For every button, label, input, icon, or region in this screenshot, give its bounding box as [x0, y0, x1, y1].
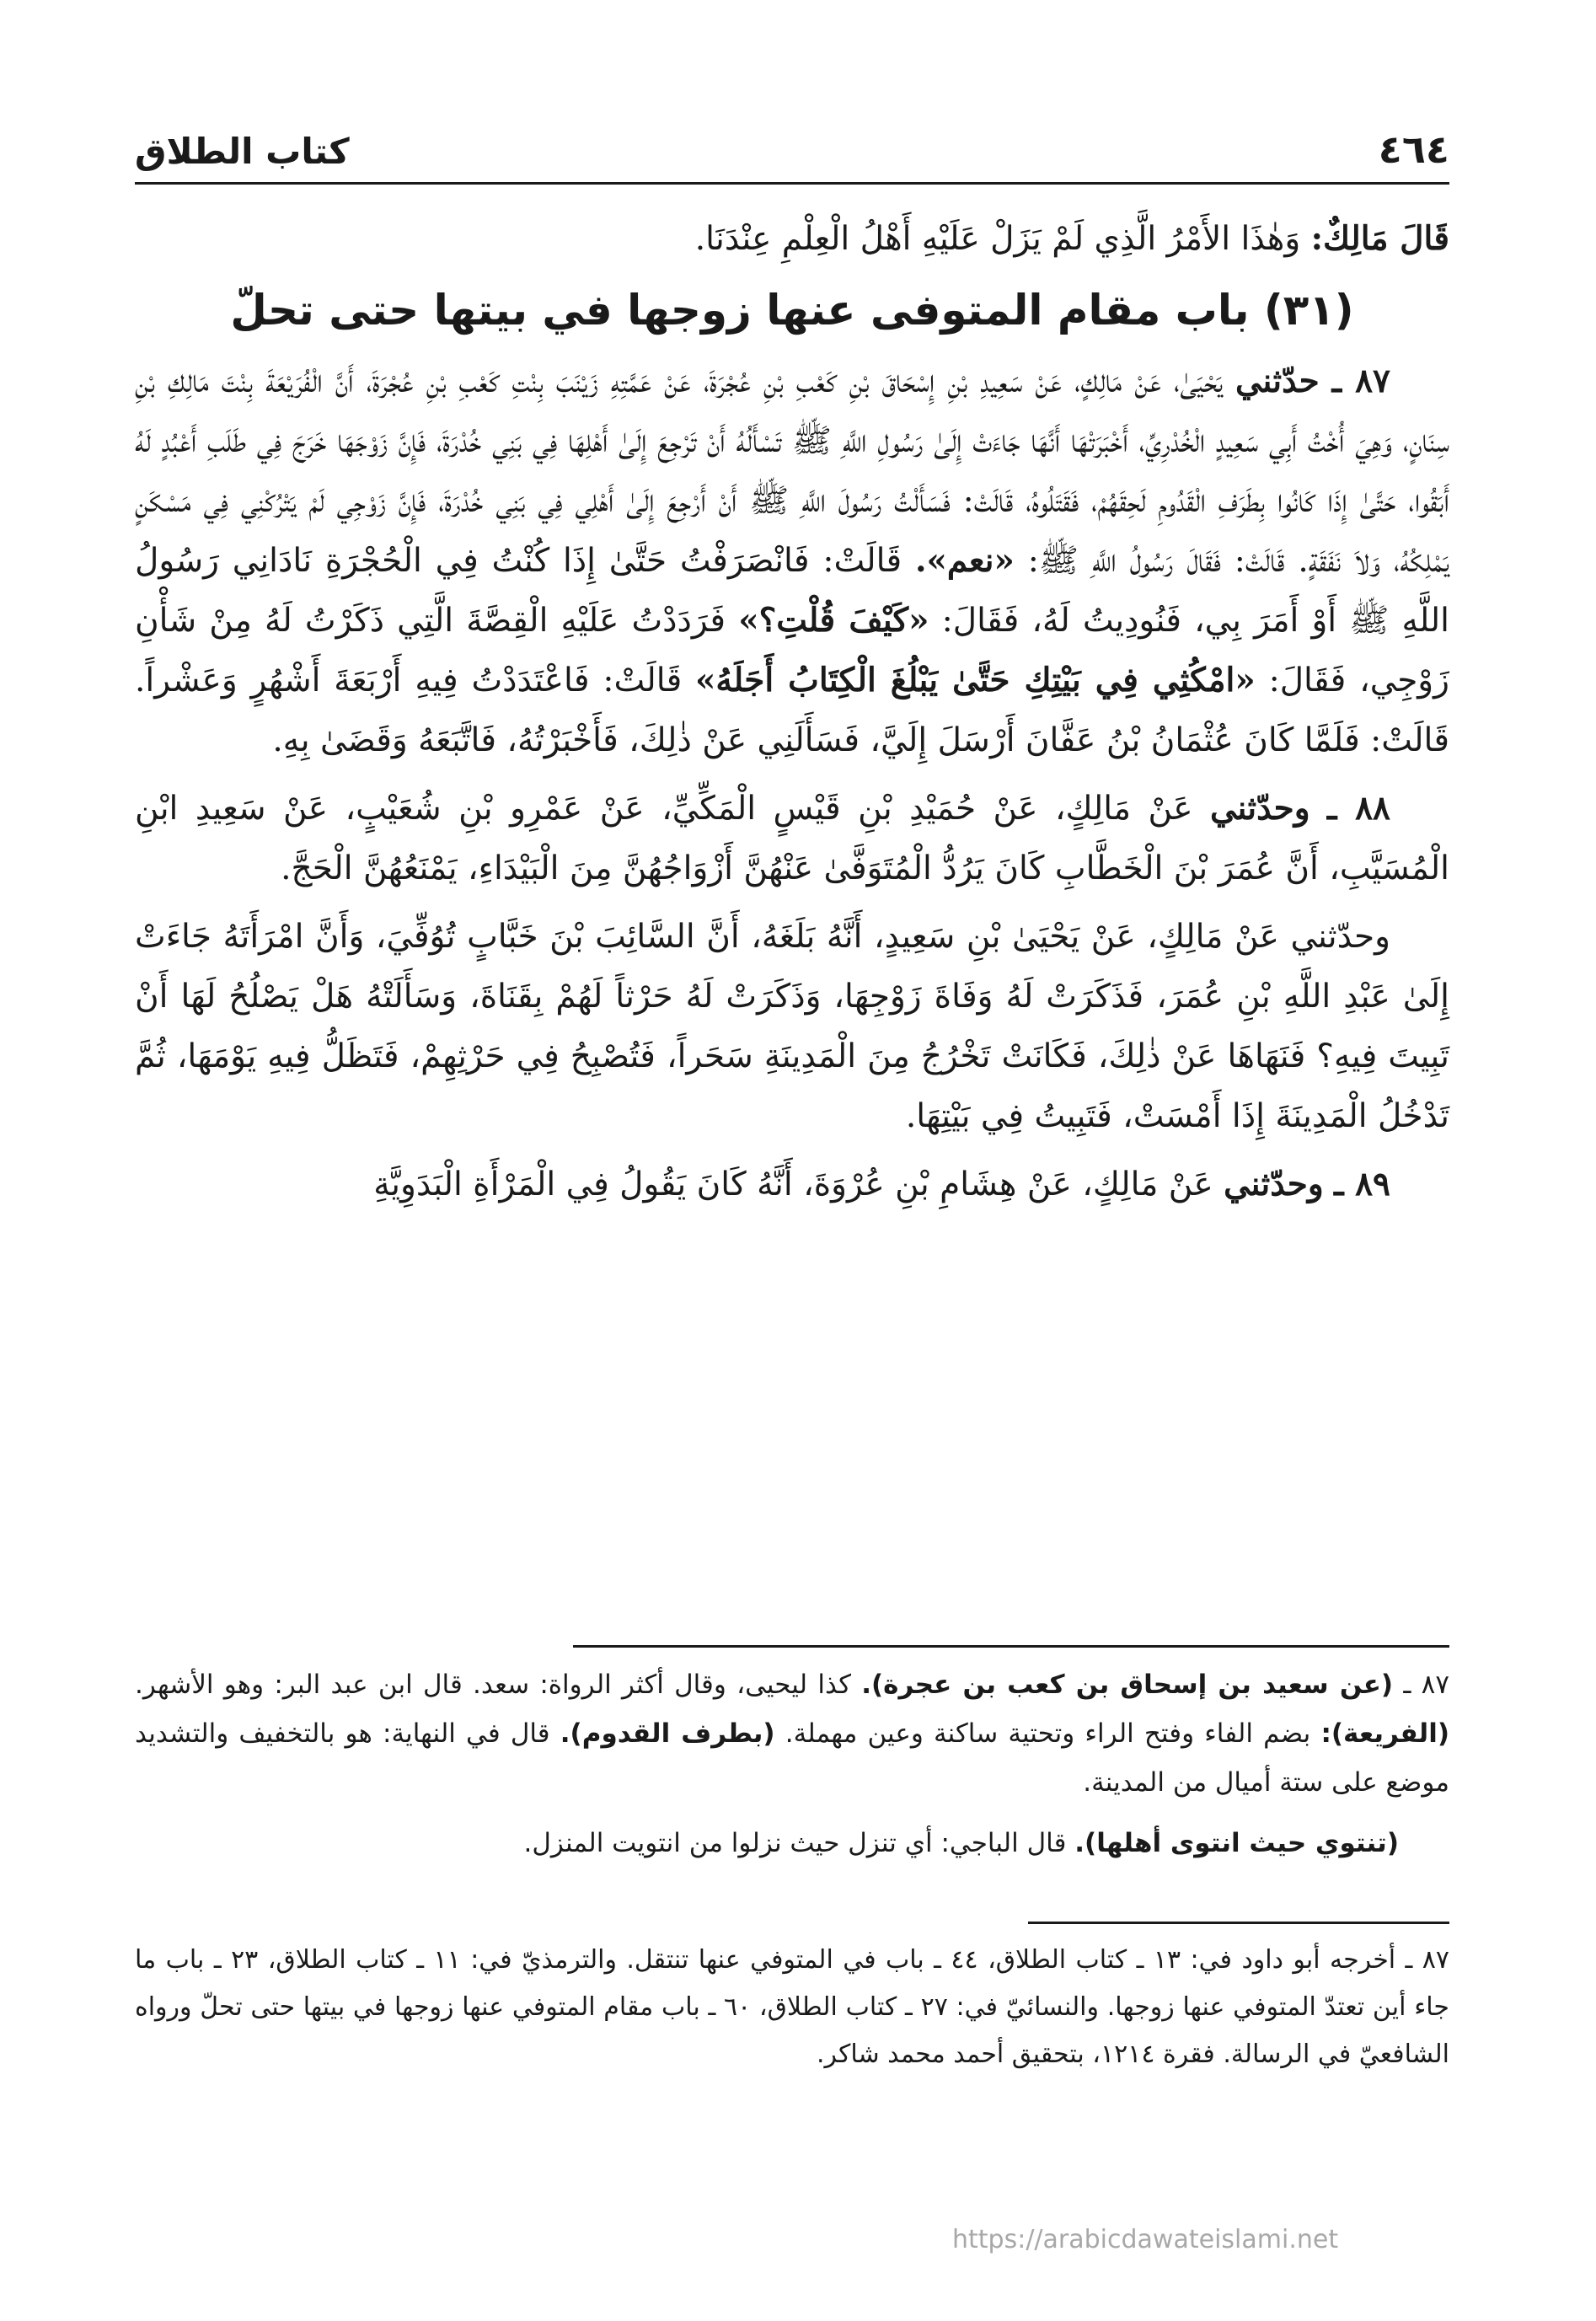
- hadith-87-quote-3: «امْكُثِي فِي بَيْتِكِ حَتَّىٰ يَبْلُغَ الْكِتَابُ أَجَلَهُ»: [695, 661, 1256, 700]
- hadith-87-quote-2: «كَيْفَ قُلْتِ؟»: [738, 601, 929, 640]
- hadith-87-text-3: فَرَدَدْتُ عَلَيْهِ الْقِصَّةَ الَّتِي ذَكَرْتُ لَهُ مِنْ شَأْنِ زَوْجِي، فَقَالَ:: [135, 602, 1449, 700]
- book-title: كتاب الطلاق: [135, 131, 350, 172]
- note-87b-text: قال الباجي: أي تنزل حيث نزلوا من انتويت المنزل.: [523, 1828, 1067, 1858]
- hadith-87-text-1: يَحْيَىٰ، عَنْ مَالِكٍ، عَنْ سَعِيدِ بْنِ إِسْحَاقَ بْنِ كَعْبِ بْنِ عُجْرَةَ، عَنْ عَمَّتِهِ زَيْنَبَ بِنْتِ كَعْبِ بْنِ عُجْرَةَ، أَنَّ الْفُرَيْعَةَ بِنْتَ مَالِكِ بْنِ سِنَانٍ، وَهِيَ أُخْتُ أَبِي سَعِيدٍ الْخُدْرِيِّ، أَخْبَرَتْهَا أَنَّهَا جَاءَتْ إِلَىٰ رَسُولِ اللَّهِ ﷺ تَسْأَلُهُ أَنْ تَرْجِعَ إِلَىٰ أَهْلِهَا فِي بَنِي خُدْرَةَ، فَإِنَّ زَوْجَهَا خَرَجَ فِي طَلَبِ أَعْبُدٍ لَهُ أَبَقُوا، حَتَّىٰ إِذَا كَانُوا بِطَرَفِ الْقَدُومِ لَحِقَهُمْ، فَقَتَلُوهُ، قَالَتْ: فَسَأَلْتُ رَسُولَ اللَّهِ ﷺ أَنْ أَرْجِعَ إِلَىٰ أَهْلِي فِي بَنِي خُدْرَةَ، فَإِنَّ زَوْجِي لَمْ يَتْرُكْنِي فِي مَسْكَنٍ يَمْلِكُهُ، وَلاَ نَفَقَةٍ. قَالَتْ: فَقَالَ رَسُولُ اللَّهِ ﷺ:: [135, 362, 1449, 580]
- note-87-text-2: بضم الفاء وفتح الراء وتحتية ساكنة وعين مهملة.: [785, 1718, 1311, 1749]
- book-page: [135, 101, 1449, 2259]
- narration-yahya-text: وحدّثني عَنْ مَالِكٍ، عَنْ يَحْيَىٰ بْنِ سَعِيدٍ، أَنَّهُ بَلَغَهُ، أَنَّ السَّائِبَ بْنَ خَبَّابٍ تُوُفِّيَ، وَأَنَّ امْرَأَتَهُ جَاءَتْ إِلَىٰ عَبْدِ اللَّهِ بْنِ عُمَرَ، فَذَكَرَتْ لَهُ وَفَاةَ زَوْجِهَا، وَذَكَرَتْ لَهُ حَرْثاً لَهُمْ بِقَنَاةَ، وَسَأَلَتْهُ هَلْ يَصْلُحُ لَهَا أَنْ تَبِيتَ فِيهِ؟ فَنَهَاهَا عَنْ ذٰلِكَ، فَكَانَتْ تَخْرُجُ مِنَ الْمَدِينَةِ سَحَراً، فَتُصْبِحُ فِي حَرْثِهِمْ، فَتَظَلُّ فِيهِ يَوْمَهَا، ثُمَّ تَدْخُلُ الْمَدِينَةَ إِذَا أَمْسَتْ، فَتَبِيتُ فِي بَيْتِهَا.: [135, 918, 1449, 1135]
- hadith-87: [135, 351, 1449, 770]
- malik-statement-text: وَهٰذَا الأَمْرُ الَّذِي لَمْ يَزَلْ عَلَيْهِ أَهْلُ الْعِلْمِ عِنْدَنَا.: [694, 220, 1301, 258]
- note-87-term-3: (بطرف القدوم).: [560, 1718, 775, 1749]
- note-87-term-1: (عن سعيد بن إسحاق بن كعب بن عجرة).: [861, 1670, 1394, 1700]
- running-head: [135, 101, 1449, 179]
- references: [135, 1937, 1449, 2078]
- note-87b: [135, 1819, 1449, 1868]
- hadith-89-lead: وحدّثني: [1224, 1165, 1324, 1203]
- watermark-url: https://arabicdawateislami.net: [952, 2225, 1339, 2254]
- hadith-87-lead: حدّثني: [1235, 362, 1320, 400]
- malik-speaker: قَالَ مَالِكٌ:: [1310, 219, 1449, 258]
- main-text: [135, 209, 1449, 1233]
- hadith-88: [135, 779, 1449, 898]
- hadith-89: [135, 1155, 1449, 1214]
- hadith-88-text: عَنْ مَالِكٍ، عَنْ حُمَيْدِ بْنِ قَيْسٍ الْمَكِّيِّ، عَنْ عَمْرِو بْنِ شُعَيْبٍ، عَنْ سَعِيدِ ابْنِ الْمُسَيَّبِ، أَنَّ عُمَرَ بْنَ الْخَطَّابِ كَانَ يَرُدُّ الْمُتَوَفَّىٰ عَنْهُنَّ أَزْوَاجُهُنَّ مِنَ الْبَيْدَاءِ، يَمْنَعُهُنَّ الْحَجَّ.: [135, 790, 1449, 887]
- malik-statement: [135, 209, 1449, 269]
- hadith-87-quote-1: «نعم».: [914, 541, 1015, 580]
- note-87-term-2: (الفريعة):: [1320, 1718, 1449, 1749]
- hadith-88-number: ٨٨ ـ: [1327, 789, 1390, 828]
- commentary-notes: [135, 1660, 1449, 1868]
- hadith-89-number: ٨٩ ـ: [1334, 1165, 1390, 1203]
- note-87-text-3: قال في النهاية: هو بالتخفيف والتشديد موضع على ستة أميال من المدينة.: [135, 1718, 1449, 1798]
- references-divider: [1028, 1922, 1449, 1924]
- chapter-heading: (٣١) باب مقام المتوفى عنها زوجها في بيتها حتى تحلّ: [230, 286, 1354, 335]
- page-number: ٤٦٤: [1378, 126, 1449, 172]
- narration-yahya: [135, 907, 1449, 1146]
- header-rule: [135, 182, 1449, 185]
- notes-divider: [573, 1645, 1449, 1648]
- note-87: [135, 1660, 1449, 1807]
- reference-87: ٨٧ ـ أخرجه أبو داود في: ١٣ ـ كتاب الطلاق، ٤٤ ـ باب في المتوفي عنها تنتقل. والترمذيّ في: ١١ ـ كتاب الطلاق، ٢٣ ـ باب ما جاء أين تعتدّ المتوفي عنها زوجها. والنسائيّ في: ٢٧ ـ كتاب الطلاق، ٦٠ ـ باب مقام المتوفي عنها زوجها في بيتها حتى تحلّ ورواه الشافعيّ في الرسالة. فقرة ١٢١٤، بتحقيق أحمد محمد شاكر.: [135, 1945, 1450, 2069]
- hadith-89-text: عَنْ مَالِكٍ، عَنْ هِشَامِ بْنِ عُرْوَةَ، أَنَّهُ كَانَ يَقُولُ فِي الْمَرْأَةِ الْبَدَوِيَّةِ: [373, 1166, 1213, 1203]
- hadith-88-lead: وحدّثني: [1209, 789, 1310, 828]
- hadith-87-number: ٨٧ ـ: [1331, 362, 1391, 400]
- note-87b-term: (تنتوي حيث انتوى أهلها).: [1074, 1828, 1399, 1858]
- note-87-text-1: كذا ليحيى، وقال أكثر الرواة: سعد. قال ابن عبد البر: وهو الأشهر.: [135, 1670, 851, 1700]
- hadith-87-text-2: قَالَتْ: فَانْصَرَفْتُ حَتَّىٰ إِذَا كُنْتُ فِي الْحُجْرَةِ نَادَانِي رَسُولُ اللَّهِ ﷺ أَوْ أَمَرَ بِي، فَنُودِيتُ لَهُ، فَقَالَ:: [135, 542, 1449, 640]
- hadith-87-text-4: قَالَتْ: فَاعْتَدَدْتُ فِيهِ أَرْبَعَةَ أَشْهُرٍ وَعَشْراً. قَالَتْ: فَلَمَّا كَانَ عُثْمَانُ بْنُ عَفَّانَ أَرْسَلَ إِلَيَّ، فَسَأَلَنِي عَنْ ذٰلِكَ، فَأَخْبَرْتُهُ، فَاتَّبَعَهُ وَقَضَىٰ بِهِ.: [135, 662, 1449, 759]
- note-87-number: ٨٧ ـ: [1403, 1670, 1449, 1700]
